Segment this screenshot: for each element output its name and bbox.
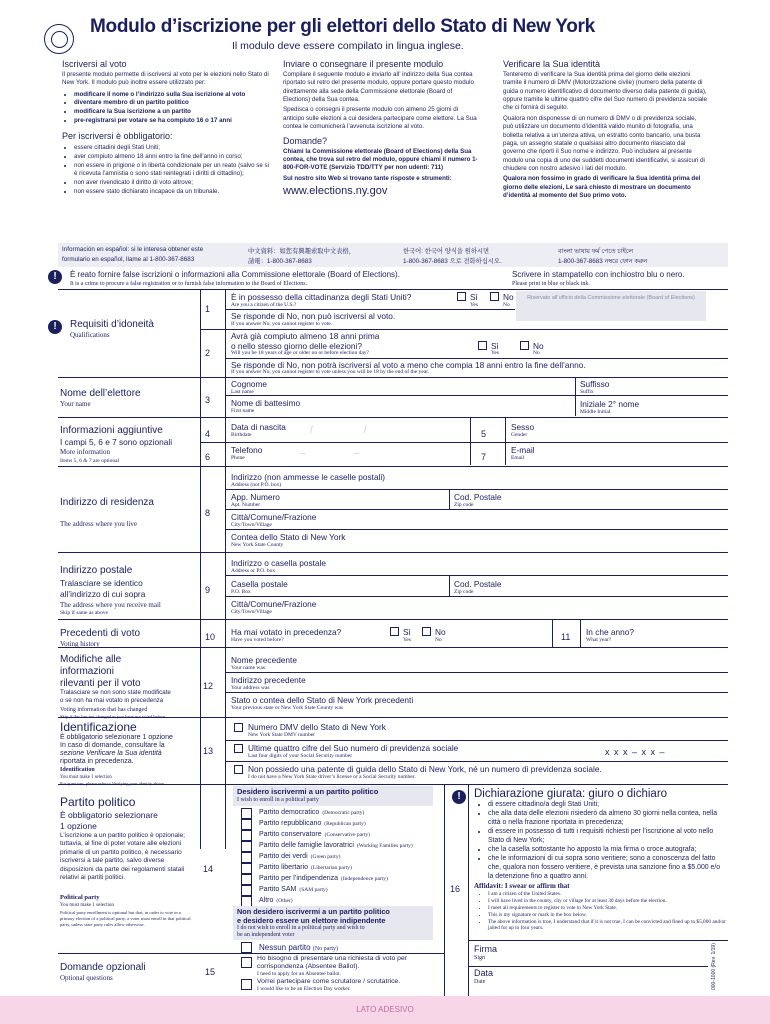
party-title: Partito politico <box>60 795 136 809</box>
po-box-label-en: P.O. Box <box>231 589 251 595</box>
party-name: Partito dei verdi <box>259 853 308 860</box>
enroll-header: Desidero iscrivermi a un partito politico <box>237 787 379 796</box>
list-item: • che alla data delle elezioni risiederò da almeno 30 giorni nella contea, nella città o nella frazione riportata in precedenza; <box>488 810 726 828</box>
city-label: Città/Comune/Frazione <box>231 512 317 522</box>
changes-subtitle-2: Skip if this has not changed or you have not voted before. <box>60 714 167 719</box>
party-name-en: (Green party) <box>310 854 341 860</box>
qualifications-subtitle: Qualifications <box>70 331 110 339</box>
adhesive-label: LATO ADESIVO <box>356 1005 414 1014</box>
address-label-en: Address (not P.O. box) <box>231 482 282 488</box>
party-option-label <box>259 864 352 871</box>
warning-text-en: It is a crime to procure a false registration or to furnish false information to the Board of Elections. <box>70 281 308 287</box>
voted-before-question-en: Have you voted before? <box>231 637 284 643</box>
party-name: Partito libertario <box>259 864 309 871</box>
identification-note-3: sezione Verificare la Sua identità <box>60 750 162 757</box>
list-item: • I am a citizen of the United States. <box>488 891 726 898</box>
previous-county-label-en: Your previous state or New York State County was <box>231 705 344 711</box>
party-description-en: Political party enrollment is optional but that, in order to vote in a primary election of a political party, a voter must enroll in that political party, unless state party rules allow otherwise. <box>60 910 191 927</box>
first-name-label-en: First name <box>231 408 255 414</box>
mailing-subtitle-2: Skip if same as above <box>60 610 108 616</box>
warning-text: È reato fornire false iscrizioni o informazioni alla Commissione elettorale (Board of Elections). <box>70 270 400 279</box>
mailing-city-label-en: City/Town/Village <box>231 609 272 615</box>
last-name-label: Cognome <box>231 379 267 389</box>
item-number-12: 12 <box>203 681 214 691</box>
mailing-title: Indirizzo postale <box>60 565 133 576</box>
identification-note-4: riportata in precedenza. <box>60 758 134 765</box>
party-subtitle: Political party <box>60 894 100 901</box>
previous-county-label: Stato o contea dello Stato di New York precedenti <box>231 695 414 705</box>
independent-header-2: e desidero essere un elettore indipendente <box>237 916 386 925</box>
item-number-11: 11 <box>561 632 571 642</box>
more-info-title: Informazioni aggiuntive <box>60 425 163 436</box>
party-name: Partito conservatore <box>259 831 322 838</box>
qualifications-title: Requisiti d’idoneità <box>70 319 154 330</box>
voted-no-label-en: No <box>435 637 442 643</box>
voting-history-subtitle: Voting history <box>60 640 100 648</box>
citizen-yes-label: Sì <box>470 292 478 302</box>
name-subtitle: Your name <box>60 400 91 408</box>
optional-questions-subtitle: Optional questions <box>60 974 113 982</box>
sign-label-en: Sign <box>474 955 486 961</box>
mailing-subtitle: The address where you receive mail <box>60 601 161 609</box>
more-info-optional-note: I campi 5, 6 e 7 sono opzionali <box>60 437 173 447</box>
changes-title-2: informazioni <box>60 666 114 677</box>
absentee-label-en: I need to apply for an Absentee ballot. <box>257 971 342 977</box>
mailing-city-label: Città/Comune/Frazione <box>231 599 317 609</box>
changes-note-1: Tralasciare se non sono state modificate <box>60 689 171 696</box>
page-subtitle: Il modulo deve essere compilato in lingua inglese. <box>232 40 464 52</box>
form-code: 000-1000 (Rev. 1/19) <box>711 943 717 990</box>
item-number-2: 2 <box>205 348 211 358</box>
absentee-checkbox[interactable] <box>241 957 252 968</box>
info-send-column <box>283 59 478 197</box>
voted-yes-label: Sì <box>403 627 411 637</box>
age-yes-checkbox[interactable] <box>478 341 487 350</box>
bengali-info-2: 1-800-367-8683 নম্বরে ফোন করুন <box>558 258 648 265</box>
name-title: Nome dell’elettore <box>60 388 141 399</box>
party-subtitle-2: You must make 1 selection <box>60 903 114 908</box>
item-number-3: 3 <box>205 395 211 405</box>
korean-info-1: 한국어: 한국어 양식을 원하시면 <box>403 248 490 255</box>
dmv-label: Numero DMV dello Stato di New York <box>248 722 386 732</box>
list-item: • non essere in prigione o in libertà condizionale per un reato (salvo se si è ricevuta l’amnistia o sono stati reintegrati i diritti di cittadino); <box>74 162 274 179</box>
list-item: • di essere cittadino/a degli Stati Uniti; <box>488 801 726 810</box>
verify-fallback-text: Qualora non fossimo in grado di verificare la Sua identità prima del giorno delle elezioni, Le sarà chiesto di mostrare un documento d’identità al momento del Suo primo voto. <box>503 175 701 200</box>
office-use-box: Riservato all’ufficio della Commissione elettorale (Board of Elections) <box>516 291 706 321</box>
chinese-info-2: 請電：1-800-367-8683 <box>248 258 312 265</box>
verify-text: Tenteremo di verificare la Sua identità prima del giorno delle elezioni tramite il numero di DMV (Motorizzazione civile) (numero della patente di guida o numero identificativo di documento diverso dalla patente di guida), oppure tramite le ultime quattro cifre del Suo numero di previdenza sociale che ci fornirà di seguito. <box>503 71 707 112</box>
website-text: Sul nostro sito Web si trovano tante risposte e strumenti: <box>283 174 452 182</box>
ssn-label: Ultime quattro cifre del Suo numero di previdenza sociale <box>248 743 459 753</box>
age-note: Se risponde di No, non potrà iscriversi al voto a meno che compia 18 anni entro la fine dell’anno. <box>231 360 586 370</box>
list-item: • I will have lived in the county, city or village for at least 30 days before the election. <box>488 898 726 905</box>
register-text: Il presente modulo permette di iscriversi al voto per le elezioni nello Stato di New York. Il modulo può inoltre essere utilizzato per: <box>62 71 269 87</box>
item-number-16: 16 <box>450 884 461 894</box>
apt-label: App. Numero <box>231 492 280 502</box>
item-number-15: 15 <box>205 967 216 977</box>
party-name-en: (Conservative party) <box>324 832 371 838</box>
voted-before-question: Ha mai votato in precedenza? <box>231 627 342 637</box>
county-label: Contea dello Stato di New York <box>231 532 346 542</box>
changes-title-3: rilevanti per il voto <box>60 678 141 689</box>
affidavit-list <box>478 891 726 932</box>
item-number-13: 13 <box>203 746 214 756</box>
mailing-zip-label-en: Zip code <box>454 589 474 595</box>
party-required-2: 1 opzione <box>60 821 97 831</box>
item-number-8: 8 <box>205 508 211 518</box>
gender-label: Sesso <box>511 422 535 432</box>
previous-name-label-en: Your name was <box>231 665 265 671</box>
changes-title-1: Modifiche alle <box>60 654 122 665</box>
register-uses-list <box>74 91 274 126</box>
vote-year-label: In che anno? <box>586 627 634 637</box>
item-number-5: 5 <box>481 429 487 439</box>
no-id-label: Non possiedo una patente di guida dello Stato di New York, né un numero di previdenza sociale. <box>248 764 602 774</box>
mailing-zip-label: Cod. Postale <box>454 579 502 589</box>
party-name-en: (Democratic party) <box>322 810 365 816</box>
previous-address-label: Indirizzo precedente <box>231 675 306 685</box>
ink-instruction: Scrivere in stampatello con inchiostro blu o nero. <box>512 270 685 279</box>
party-option-label <box>259 842 413 849</box>
spanish-info-1: Información en español: si le interesa obtener este <box>62 246 204 253</box>
dmv-label-en: New York State DMV number <box>248 732 315 738</box>
absentee-label-2: corrispondenza (Absentee Ballot). <box>257 963 360 970</box>
party-checkbox[interactable] <box>241 819 252 830</box>
identification-note-1: È obbligatorio selezionare 1 opzione <box>60 734 173 741</box>
send-text: Compilare il seguente modulo e inviarlo all’ indirizzo della Sua contea riportato sul retro del presente modulo, oppure portare questo modulo direttamente alla sede della Commissione elettorale (Board of Elections) della Sua contea. <box>283 71 474 104</box>
phone-label: Telefono <box>231 445 263 455</box>
party-name: Partito delle famiglie lavoratrici <box>259 842 354 849</box>
requirements-heading: Per iscriversi è obbligatorio: <box>62 131 173 142</box>
party-option-label <box>259 886 328 893</box>
bengali-info-1: বাংলা ভাষায় ফর্ম পেতে চাইলে <box>558 248 633 255</box>
mailing-address-label-en: Address or P.O. box <box>231 568 276 574</box>
party-required-1: È obbligatorio selezionare <box>60 810 158 820</box>
party-name-en: (Working Families party) <box>356 843 413 849</box>
verify-heading: Verificare la Sua identità <box>503 59 601 69</box>
list-item: • diventare membro di un partito politico <box>74 99 274 108</box>
oath-list <box>478 801 726 882</box>
birthdate-label: Data di nascita <box>231 422 286 432</box>
item-number-4: 4 <box>205 429 211 439</box>
party-name-en: (Libertarian party) <box>311 865 352 871</box>
city-label-en: City/Town/Village <box>231 522 272 528</box>
county-label-en: New York State County <box>231 542 284 548</box>
residence-title: Indirizzo di residenza <box>60 497 154 508</box>
vote-year-label-en: What year? <box>586 637 612 643</box>
age-yes-label: Sì <box>491 341 499 351</box>
party-name-en: (Republican party) <box>324 821 366 827</box>
date-label: Data <box>474 968 494 978</box>
oath-title: Dichiarazione giurata: giuro o dichiaro <box>474 788 668 800</box>
list-item: • non aver rivendicato il diritto di voto altrove; <box>74 179 274 188</box>
party-option-label <box>259 820 366 827</box>
item-number-10: 10 <box>205 632 216 642</box>
age-question-2: o nello stesso giorno delle elezioni? <box>231 341 362 351</box>
list-item: • che la casella sottostante ho apposto la mia firma o croce autografa; <box>488 846 726 855</box>
item-number-7: 7 <box>481 452 487 462</box>
apt-label-en: Apt. Number <box>231 502 261 508</box>
age-no-checkbox[interactable] <box>520 341 529 350</box>
ink-instruction-en: Please print in blue or black ink. <box>512 281 590 287</box>
middle-initial-label: Iniziale 2° nome <box>580 399 640 409</box>
language-bar <box>58 243 728 267</box>
identification-subtitle: Identification <box>60 767 95 773</box>
date-field[interactable] <box>505 968 710 992</box>
age-yes-label-en: Yes <box>491 350 500 356</box>
optional-questions-title: Domande opzionali <box>60 962 146 973</box>
affidavit-heading: Affidavit: I swear or affirm that <box>474 882 570 890</box>
citizen-no-label-en: No <box>503 302 510 308</box>
info-register-column <box>62 59 274 196</box>
identification-note-2: In caso di domande, consultare la <box>60 742 165 749</box>
independent-en-2: be an independent voter <box>237 932 295 938</box>
korean-info-2: 1-800-367-8683 으로 전화하십시오. <box>403 258 502 265</box>
oath-alert-icon: ! <box>452 790 466 804</box>
list-item: • aver compiuto almeno 18 anni entro la fine dell’anno in corso; <box>74 153 274 162</box>
no-party-label: Nessun partito (No party) <box>259 943 338 952</box>
info-verify-column <box>503 59 708 200</box>
item-number-14: 14 <box>203 864 214 874</box>
send-heading: Inviare o consegnare il presente modulo <box>283 59 444 69</box>
birthdate-input[interactable]: / / <box>310 425 375 436</box>
item-number-6: 6 <box>205 452 211 462</box>
first-name-label: Nome di battesimo <box>231 398 301 408</box>
voting-history-title: Precedenti di voto <box>60 628 141 639</box>
citizen-question-en: Are you a citizen of the U.S.? <box>231 302 297 308</box>
party-name: Partito democratico <box>259 809 320 816</box>
mailing-skip-note-2: all’indirizzo di cui sopra <box>60 589 146 599</box>
no-id-checkbox[interactable] <box>234 765 243 774</box>
citizen-yes-label-en: Yes <box>470 302 479 308</box>
independent-en-1: I do not wish to enroll in a political party and wish to <box>237 925 365 931</box>
list-item: • The above information is true, I understand that if it is not true, I can be convicted and fined up to $5,000 and/or jailed for up to four years. <box>488 919 726 933</box>
residence-subtitle: The address where you live <box>60 520 137 528</box>
voted-no-label: No <box>435 627 446 637</box>
party-option-label <box>259 853 340 860</box>
election-worker-label-en: I would like to be an Election Day worker. <box>257 986 351 992</box>
party-description: L’iscrizione a un partito politico è opzionale; tuttavia, al fine di poter votare alle elezioni primarie di un partito politico, è necessario iscriversi a tale partito, salvo diverse disposizioni da parte dei regolamenti statali relativi ai partiti politici. <box>60 832 186 882</box>
address-label: Indirizzo (non ammesse le caselle postali) <box>231 472 386 482</box>
list-item: • che le informazioni di cui sopra sono veritiere; sono a conoscenza del fatto che, qualora non fossero veritiere, è prevista una sanzione fino a $5.000 e/o la detenzione fino a quattro anni. <box>488 855 726 882</box>
party-option-label <box>259 897 293 904</box>
item-number-9: 9 <box>205 585 211 595</box>
age-no-label-en: No <box>533 350 540 356</box>
ssn-label-en: Last four digits of your Social Security number <box>248 753 353 759</box>
gender-label-en: Gender <box>511 432 528 438</box>
list-item: • pre-registrarsi per votare se ha compiuto 16 o 17 anni <box>74 117 274 126</box>
citizen-question: È in possesso della cittadinanza degli Stati Uniti? <box>231 292 412 302</box>
spanish-info-2: formulario en español, llame al 1-800-367-8683 <box>62 256 195 263</box>
voted-yes-label-en: Yes <box>403 637 412 643</box>
questions-text: Chiami la Commissione elettorale (Board of Elections) della Sua contea, che trova sul retro del modulo, oppure chiami il numero 1-800-FOR-VOTE (Servizio TDD/TTY per non udenti: 711) <box>283 147 478 172</box>
deadline-text: Spedisca o consegni il presente modulo con almeno 25 giorni di anticipo sulle elezioni a cui desidera partecipare come elettore. La Sua contea le comunicherà l’avvenuta iscrizione al voto. <box>283 106 477 131</box>
phone-input[interactable]: – – <box>300 448 370 459</box>
party-checkbox[interactable] <box>241 808 252 819</box>
party-name: Partito repubblicano <box>259 820 322 827</box>
requirements-list <box>74 144 274 196</box>
party-name: Partito SAM <box>259 886 297 893</box>
party-name-en: (Independence party) <box>341 876 388 882</box>
page-title: Modulo d’iscrizione per gli elettori dello Stato di New York <box>90 16 595 37</box>
last-name-label-en: Last name <box>231 389 254 395</box>
middle-initial-label-en: Middle Initial <box>580 409 611 415</box>
dmv-checkbox[interactable] <box>234 723 243 732</box>
party-checkbox[interactable] <box>241 852 252 863</box>
absentee-label-1: Ho bisogno di presentare una richiesta di voto per <box>257 955 407 962</box>
identification-subtitle-2: You must make 1 selection <box>60 775 112 780</box>
ssn-checkbox[interactable] <box>234 744 243 753</box>
zip-label: Cod. Postale <box>454 492 502 502</box>
party-checkbox[interactable] <box>241 830 252 841</box>
qualifications-alert-icon: ! <box>48 320 62 334</box>
list-item: • modificare il nome o l’indirizzo sulla Sua iscrizione al voto <box>74 91 274 100</box>
more-info-subtitle-2: Items 5, 6 & 7 are optional <box>60 458 120 464</box>
list-item: • modificare la Sua iscrizione a un partito <box>74 108 274 117</box>
citizen-yes-checkbox[interactable] <box>457 292 466 301</box>
list-item: • non essere stato dichiarato incapace da un tribunale. <box>74 188 274 197</box>
item-number-1: 1 <box>205 304 211 314</box>
party-name: Partito per l’indipendenza <box>259 875 338 882</box>
party-name: Altro <box>259 897 274 904</box>
questions-heading: Domande? <box>283 135 328 146</box>
previous-address-label-en: Your address was <box>231 685 270 691</box>
party-checkbox[interactable] <box>241 863 252 874</box>
zip-label-en: Zip code <box>454 502 474 508</box>
signature-field[interactable] <box>505 944 710 966</box>
citizen-note-en: If you answer No, you cannot register to vote. <box>231 321 333 327</box>
voted-yes-checkbox[interactable] <box>390 627 399 636</box>
mailing-address-label: Indirizzo o casella postale <box>231 558 327 568</box>
date-label-en: Date <box>474 979 486 985</box>
changes-note-2: o se non ha mai votato in precedenza <box>60 697 164 704</box>
po-box-label: Casella postale <box>231 579 288 589</box>
website-link[interactable]: www.elections.ny.gov <box>283 184 388 197</box>
party-name-en: (Other) <box>276 898 293 904</box>
birthdate-label-en: Birthdate <box>231 432 252 438</box>
party-checkbox[interactable] <box>241 885 252 896</box>
list-item: • di essere in possesso di tutti i requisiti richiesti per l’iscrizione al voto nello Stato di New York; <box>488 828 726 846</box>
identification-title: Identificazione <box>60 720 137 734</box>
election-worker-checkbox[interactable] <box>241 979 252 990</box>
verify-alt-text: Qualora non disponesse di un numero di DMV o di previdenza sociale, può utilizzare un documento d’identità valido munito di fotografia, una bolletta relativa a un’utenza attiva, un estratto conto bancario, una busta paga, un assegno statale o qualsiasi altro documento rilasciato dal governo che riporti il Suo nome e indirizzo. Può includere al presente modulo una copia di uno dei suddetti documenti identificativi, si assicuri di chiudere con nostro adesivo i lati del modulo. <box>503 114 705 172</box>
independent-header-1: Non desidero iscrivermi a un partito politico <box>237 907 390 916</box>
list-item: • essere cittadini degli Stati Uniti; <box>74 144 274 153</box>
party-checkbox[interactable] <box>241 841 252 852</box>
previous-name-label: Nome precedente <box>231 655 297 665</box>
party-name-en: (SAM party) <box>299 887 328 893</box>
suffix-label: Suffisso <box>580 379 610 389</box>
changes-subtitle: Voting information that has changed <box>60 707 148 713</box>
voted-no-checkbox[interactable] <box>422 627 431 636</box>
party-option-label <box>259 809 364 816</box>
enroll-header-en: I wish to enroll in a political party <box>237 797 319 803</box>
chinese-info-1: 中文資料：如您有興趣索取中文表格， <box>248 248 356 255</box>
suffix-label-en: Suffix <box>580 389 594 395</box>
adhesive-strip <box>0 996 770 1024</box>
phone-label-en: Phone <box>231 455 245 461</box>
age-question-en: Will you be 18 years of age or older on or before election day? <box>231 350 369 356</box>
party-option-label <box>259 831 370 838</box>
age-no-label: No <box>533 341 544 351</box>
party-option-label <box>259 875 388 882</box>
more-info-subtitle: More information <box>60 448 110 456</box>
register-heading: Iscriversi al voto <box>62 59 127 69</box>
list-item: • This is my signature or mark in the box below. <box>488 912 726 919</box>
party-checkbox[interactable] <box>241 874 252 885</box>
email-label: E-mail <box>511 445 535 455</box>
citizen-no-checkbox[interactable] <box>490 292 499 301</box>
identification-subtitle-3: For questions, please refer to Verifying your identity above. <box>60 781 165 786</box>
email-label-en: Email <box>511 455 525 461</box>
warning-icon: ! <box>48 270 62 284</box>
age-note-en: If you answer No, you cannot register to vote unless you will be 18 by the end of the year. <box>231 369 430 375</box>
list-item: • I meet all requirements to register to vote in New York State. <box>488 905 726 912</box>
no-party-checkbox[interactable] <box>241 942 252 953</box>
election-worker-label: Vorrei partecipare come scrutatore / scrutatrice. <box>257 978 401 985</box>
citizen-note: Se risponde di No, non può iscriversi al voto. <box>231 311 396 321</box>
state-seal-icon <box>44 24 74 54</box>
mailing-skip-note-1: Tralasciare se identico <box>60 578 143 588</box>
ssn-mask: x x x – x x – <box>605 747 666 757</box>
no-id-label-en: I do not have a New York State driver’s license or a Social Security number. <box>248 774 416 780</box>
citizen-no-label: No <box>503 292 514 302</box>
sign-label: Firma <box>474 944 497 954</box>
age-question-1: Avrà già compiuto almeno 18 anni prima <box>231 331 380 341</box>
